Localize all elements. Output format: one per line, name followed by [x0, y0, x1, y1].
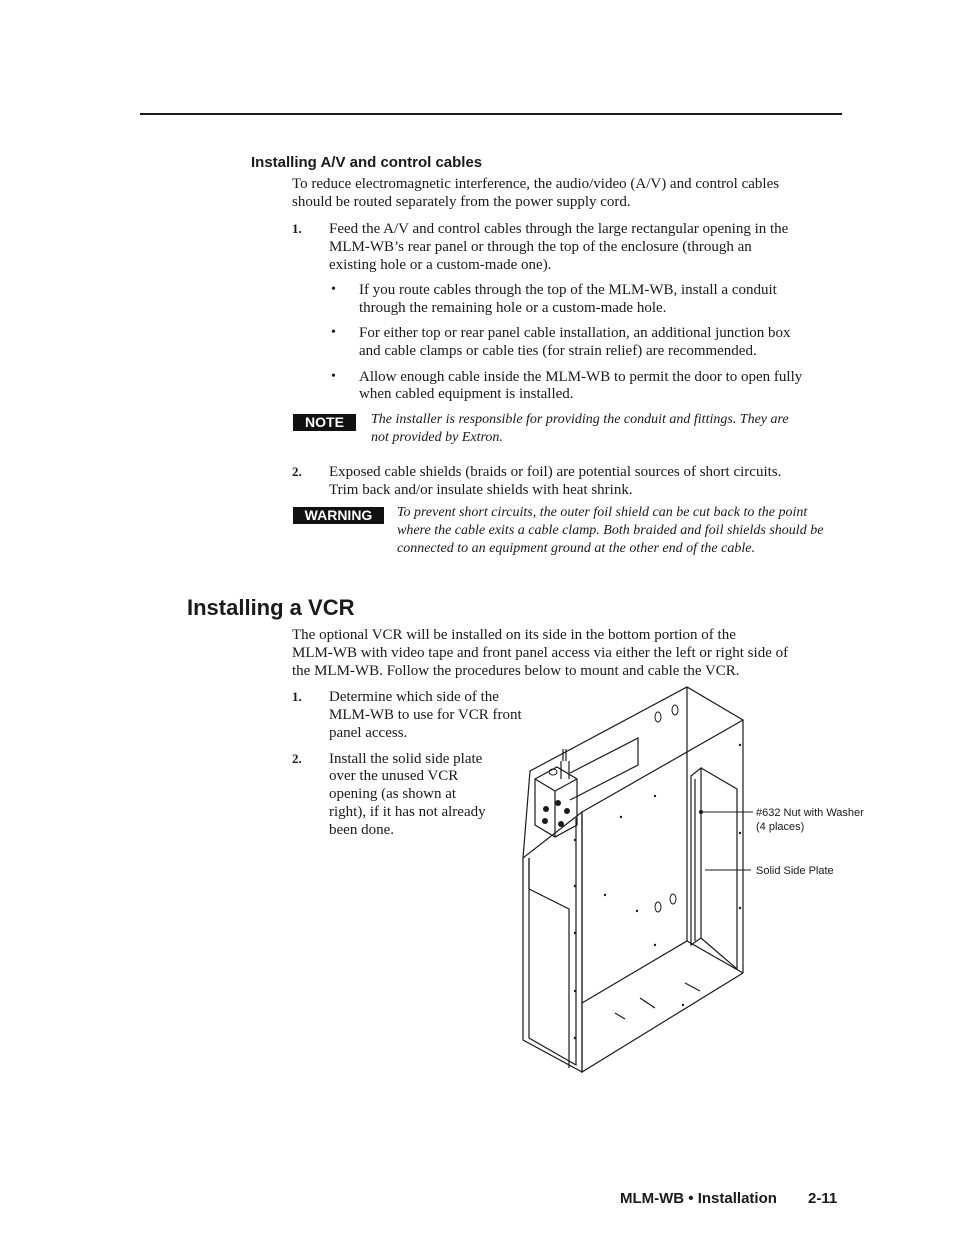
step-number: 2. [292, 464, 302, 479]
page-number: 2-11 [808, 1190, 838, 1207]
step-line: MLM-WB to use for VCR front [329, 707, 522, 723]
warning-line: where the cable exits a cable clamp. Both braided and foil shields should be [397, 523, 824, 538]
step-line: MLM-WB’s rear panel or through the top of the enclosure (through an [329, 239, 752, 255]
warning-line: To prevent short circuits, the outer foil shield can be cut back to the point [397, 505, 808, 520]
note-badge: NOTE [293, 414, 356, 431]
bullet-line: and cable clamps or cable ties (for strain relief) are recommended. [359, 343, 757, 359]
step-line: panel access. [329, 725, 408, 741]
note-line: not provided by Extron. [371, 430, 503, 445]
bullet-mark: • [331, 282, 336, 297]
enclosure-illustration [515, 683, 895, 1083]
warning-badge: WARNING [293, 507, 384, 524]
bullet-mark: • [331, 369, 336, 384]
warning-line: connected to an equipment ground at the other end of the cable. [397, 541, 755, 556]
step-line: opening (as shown at [329, 786, 457, 802]
step-line: Feed the A/V and control cables through the large rectangular opening in the [329, 221, 789, 237]
step-number: 2. [292, 751, 302, 766]
note-line: The installer is responsible for providing the conduit and fittings. They are [371, 412, 789, 427]
step-number: 1. [292, 689, 302, 704]
header-rule [140, 113, 842, 115]
step-line: Trim back and/or insulate shields with heat shrink. [329, 482, 633, 498]
bullet-line: Allow enough cable inside the MLM-WB to permit the door to open fully [359, 369, 803, 385]
step-line: Exposed cable shields (braids or foil) are potential sources of short circuits. [329, 464, 782, 480]
step-line: over the unused VCR [329, 768, 459, 784]
intro-line: To reduce electromagnetic interference, the audio/video (A/V) and control cables [292, 176, 780, 192]
footer-title: MLM-WB • Installation [620, 1190, 777, 1207]
callout-nut-line: (4 places) [756, 821, 805, 833]
callout-nut-line: #632 Nut with Washer [756, 807, 864, 819]
intro-line: MLM-WB with video tape and front panel access via either the left or right side of [292, 645, 789, 661]
step-number: 1. [292, 221, 302, 236]
bullet-line: If you route cables through the top of the MLM-WB, install a conduit [359, 282, 777, 298]
bullet-line: through the remaining hole or a custom-made hole. [359, 300, 667, 316]
bullet-line: when cabled equipment is installed. [359, 386, 574, 402]
step-line: been done. [329, 822, 394, 838]
step-line: existing hole or a custom-made one). [329, 257, 552, 273]
subsection-heading: Installing A/V and control cables [251, 154, 483, 171]
step-line: Install the solid side plate [329, 751, 483, 767]
section-heading: Installing a VCR [187, 595, 355, 620]
bullet-line: For either top or rear panel cable installation, an additional junction box [359, 325, 791, 341]
intro-line: should be routed separately from the power supply cord. [292, 194, 631, 210]
bullet-mark: • [331, 325, 336, 340]
step-line: Determine which side of the [329, 689, 499, 705]
intro-line: the MLM-WB. Follow the procedures below to mount and cable the VCR. [292, 663, 740, 679]
step-line: right), if it has not already [329, 804, 486, 820]
intro-line: The optional VCR will be installed on its side in the bottom portion of the [292, 627, 736, 643]
callout-plate: Solid Side Plate [756, 865, 834, 877]
